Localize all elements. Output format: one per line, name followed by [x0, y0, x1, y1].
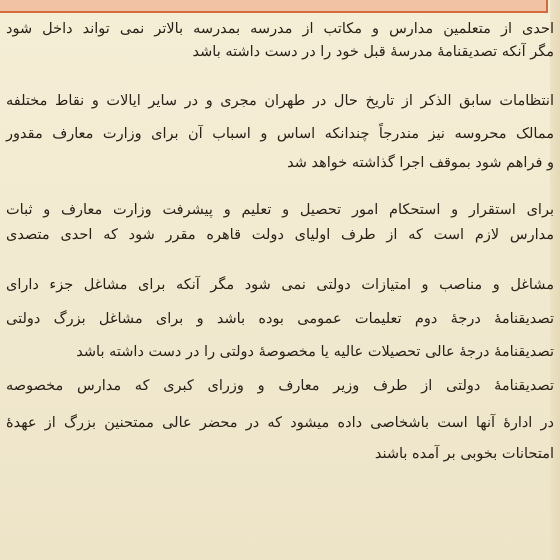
- text-line: تصدیقنامهٔ درجهٔ عالی تحصیلات عالیه یا مخصوصهٔ دولتی را در دست داشته باشد: [76, 344, 554, 360]
- text-line: ممالک محروسه نیز مندرجاً چندانکه اساس و اسباب آن برای وزارت معارف مقدور: [6, 126, 554, 142]
- text-line: احدی از متعلمین مدارس و مکاتب از مدرسه بمدرسه بالاتر نمی تواند داخل شود: [6, 21, 554, 37]
- text-line: مدارس لازم است که از طرف اولیای دولت قاهره مقرر شود که احدی متصدی: [6, 227, 554, 243]
- text-line: تصدیقنامهٔ دولتی از طرف وزیر معارف و وزرای کبری که مدارس مخصوصه: [6, 378, 554, 394]
- top-banner: [0, 0, 548, 13]
- text-line: تصدیقنامهٔ درجهٔ دوم تعلیمات عمومی بوده باشد و برای مشاغل بزرگ دولتی: [6, 311, 554, 327]
- text-line: در ادارهٔ آنها است باشخاصی داده میشود که در محضر عالی ممتحنین بزرگ از عهدهٔ: [6, 415, 554, 431]
- text-line: و فراهم شود بموقف اجرا گذاشته خواهد شد: [287, 155, 554, 171]
- text-line: مگر آنکه تصدیقنامهٔ مدرسهٔ قبل خود را در دست داشته باشد: [192, 44, 554, 60]
- text-line: مشاغل و مناصب و امتیازات دولتی نمی شود مگر آنکه برای مشاغل جزء دارای: [6, 277, 554, 293]
- text-line: برای استقرار و استحکام امور تحصیل و تعلیم و پیشرفت وزارت معارف و ثبات: [6, 202, 554, 218]
- text-line: انتظامات سابق الذکر از تاریخ حال در طهران مجری و در سایر ایالات و نقاط مختلفه: [6, 93, 554, 109]
- text-line: امتحانات بخوبی بر آمده باشند: [374, 446, 554, 462]
